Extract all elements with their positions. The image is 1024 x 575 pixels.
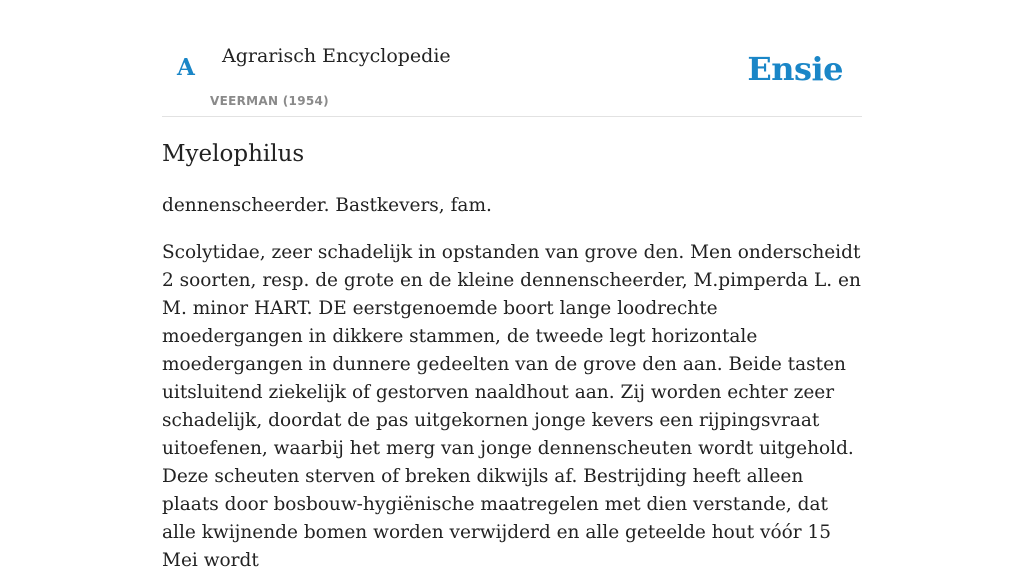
article-paragraph: Scolytidae, zeer schadelijk in opstanden van grove den. Men onderscheidt 2 soorten, resp. de grote en de kleine dennenscheerder, M.pimperda L. en M. minor HART. DE eerstgenoemde boort lange loodrechte moedergangen in dikkere stammen, de tweede legt horizontale moedergangen in dunnere gedeelten van de grove den aan. Beide tasten uitsluitend ziekelijk of gestorven naaldhout aan. Zij worden echter zeer schadelijk, doordat de pas uitgekornen jonge kevers een rijpingsvraat uitoefenen, waarbij het merg van jonge dennenscheuten wordt uitgehold. Deze scheuten sterven of breken dikwijls af. Bestrijding heeft alleen plaats door bosbouw-hygiënische maatregelen met dien verstande, dat alle kwijnende bomen worden verwijderd en alle geteelde hout vóór 15 Mei wordt: [162, 242, 861, 571]
article-paragraph: dennenscheerder. Bastkevers, fam.: [162, 195, 492, 216]
header: [162, 0, 862, 117]
ensie-logo[interactable]: Ensie: [747, 50, 843, 88]
article-title: Myelophilus: [162, 141, 305, 167]
article: [162, 137, 862, 575]
book-subtitle: VEERMAN (1954): [210, 94, 329, 108]
source-letter-link[interactable]: A: [177, 54, 195, 81]
book-title[interactable]: Agrarisch Encyclopedie: [222, 45, 451, 67]
